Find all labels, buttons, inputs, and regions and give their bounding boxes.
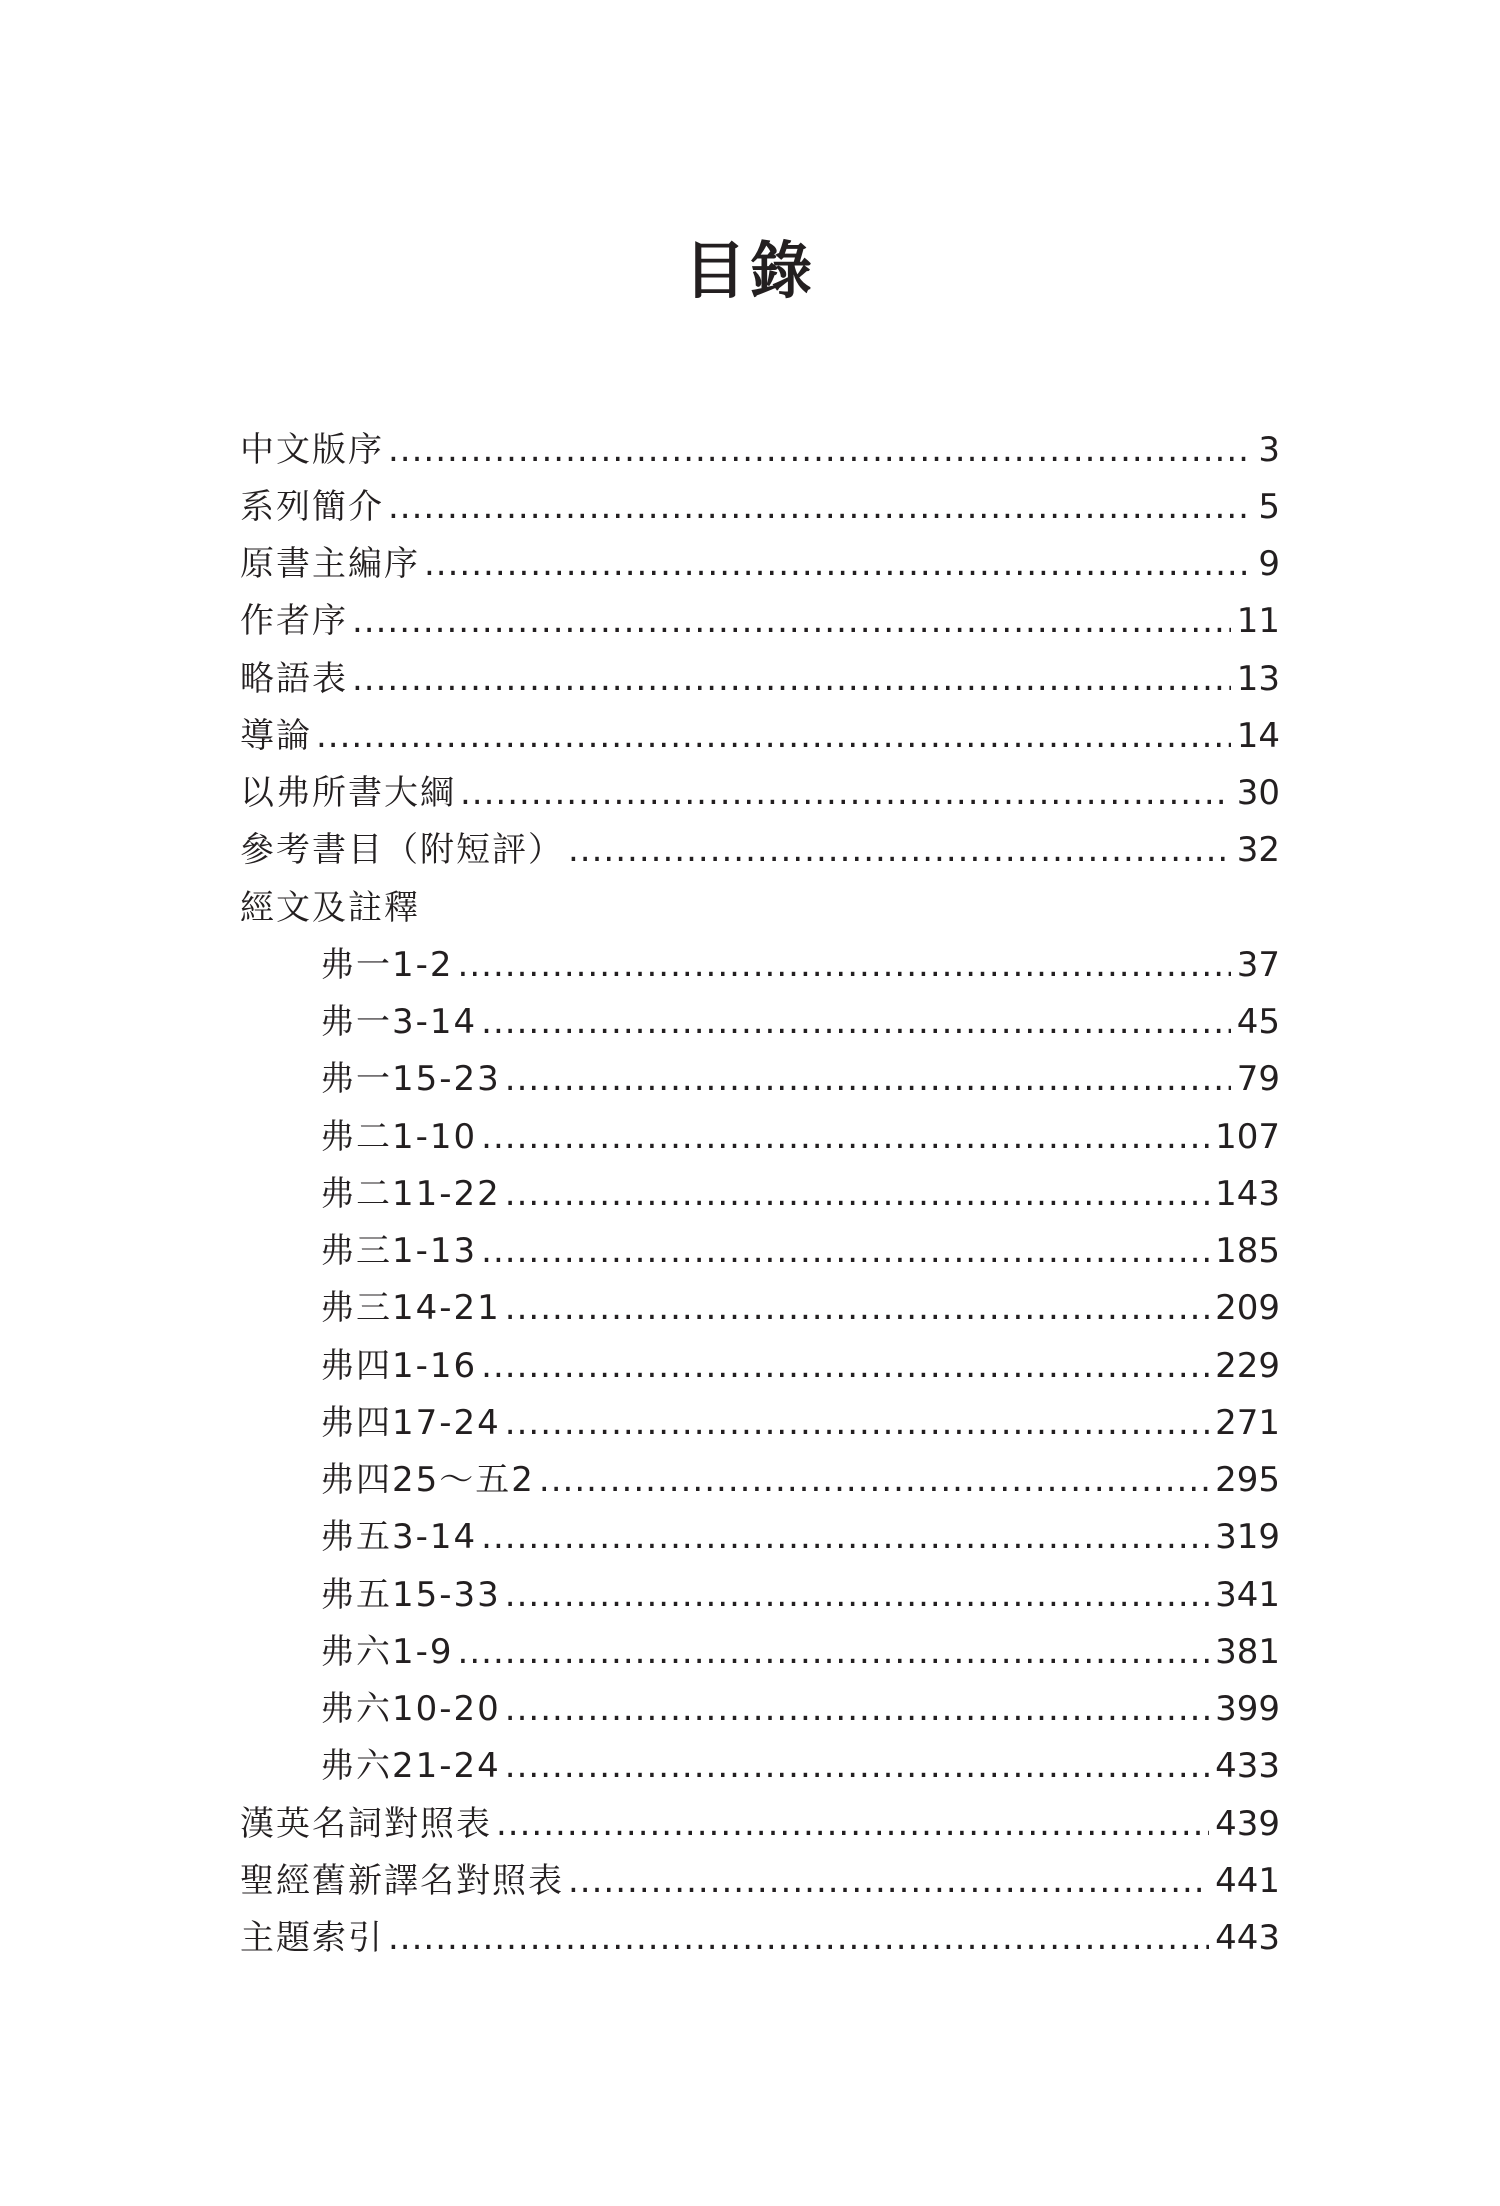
toc-page-number: 209 bbox=[1215, 1288, 1280, 1329]
toc-page-number: 79 bbox=[1236, 1059, 1280, 1100]
toc-subentry bbox=[320, 1280, 1280, 1337]
dot-leader bbox=[481, 1005, 1231, 1039]
toc-entry-label: 弗二1-10 bbox=[320, 1116, 478, 1157]
toc-entry-label: 弗三1-13 bbox=[320, 1231, 478, 1271]
toc-entry-label: 弗一3-14 bbox=[320, 1002, 478, 1042]
toc-page-number: 319 bbox=[1215, 1517, 1280, 1558]
dot-leader bbox=[481, 1120, 1209, 1154]
toc-entry-label: 弗六10-20 bbox=[320, 1689, 501, 1729]
dot-leader bbox=[505, 1062, 1231, 1096]
toc-page-number: 271 bbox=[1215, 1402, 1280, 1443]
toc-entry-label: 略語表 bbox=[240, 658, 348, 699]
toc-entry bbox=[240, 593, 1280, 650]
toc-page-number: 14 bbox=[1236, 715, 1280, 756]
toc-entry-label: 弗五15-33 bbox=[320, 1574, 501, 1615]
toc-entry bbox=[240, 536, 1280, 593]
toc-entry-label: 弗六1-9 bbox=[320, 1631, 454, 1672]
toc-entry-label: 主題索引 bbox=[240, 1918, 384, 1958]
toc-subentry bbox=[320, 1566, 1280, 1623]
toc-page-number: 30 bbox=[1236, 773, 1280, 813]
dot-leader bbox=[505, 1692, 1209, 1726]
toc-entry bbox=[240, 707, 1280, 764]
toc-entry bbox=[240, 1795, 1280, 1852]
toc-page-number: 443 bbox=[1215, 1918, 1280, 1958]
toc-page-number: 381 bbox=[1215, 1631, 1280, 1672]
toc-entry-label: 弗六21-24 bbox=[320, 1746, 501, 1787]
toc-page-number: 229 bbox=[1215, 1345, 1280, 1386]
toc-entry-label: 弗一1-2 bbox=[320, 944, 454, 985]
toc-entry bbox=[240, 650, 1280, 707]
toc-subentry bbox=[320, 1509, 1280, 1566]
toc-entry bbox=[240, 478, 1280, 535]
toc-entry-label: 聖經舊新譯名對照表 bbox=[240, 1860, 564, 1901]
toc-subentry bbox=[320, 1681, 1280, 1738]
dot-leader bbox=[388, 490, 1252, 524]
toc-page-number: 37 bbox=[1236, 944, 1280, 985]
dot-leader bbox=[481, 1520, 1209, 1554]
toc-entry-label: 作者序 bbox=[240, 601, 348, 642]
toc-page-number: 439 bbox=[1215, 1803, 1280, 1844]
dot-leader bbox=[460, 776, 1231, 810]
toc-entry-label: 原書主編序 bbox=[240, 544, 420, 584]
toc-entry-label: 弗三14-21 bbox=[320, 1288, 501, 1329]
dot-leader bbox=[316, 719, 1231, 753]
dot-leader bbox=[568, 1864, 1209, 1898]
toc-entry-label: 弗四17-24 bbox=[320, 1402, 501, 1443]
toc-entry-label: 經文及註釋 bbox=[240, 887, 420, 928]
toc-page-number: 185 bbox=[1215, 1231, 1280, 1271]
toc-page-number: 441 bbox=[1215, 1860, 1280, 1901]
toc-subentry bbox=[320, 1051, 1280, 1108]
toc-subentry bbox=[320, 1452, 1280, 1509]
toc-entry bbox=[240, 1910, 1280, 1967]
toc-page-number: 9 bbox=[1258, 544, 1280, 584]
toc-page-number: 11 bbox=[1236, 601, 1280, 642]
toc-entry-label: 導論 bbox=[240, 715, 312, 756]
toc-entry-label: 弗四25～五2 bbox=[320, 1460, 535, 1500]
toc-entry bbox=[240, 879, 1280, 936]
toc-subentry bbox=[320, 1738, 1280, 1795]
toc-entry bbox=[240, 822, 1280, 879]
dot-leader bbox=[496, 1807, 1209, 1841]
dot-leader bbox=[568, 833, 1231, 867]
toc-page-number: 295 bbox=[1215, 1460, 1280, 1500]
toc-entry-label: 中文版序 bbox=[240, 429, 384, 470]
toc-subentry bbox=[320, 1165, 1280, 1222]
toc-page-number: 341 bbox=[1215, 1574, 1280, 1615]
dot-leader bbox=[481, 1349, 1209, 1383]
toc-subentry bbox=[320, 1394, 1280, 1451]
dot-leader bbox=[458, 1635, 1210, 1669]
dot-leader bbox=[388, 433, 1252, 467]
dot-leader bbox=[388, 1921, 1209, 1955]
toc-page-number: 143 bbox=[1215, 1173, 1280, 1214]
dot-leader bbox=[424, 547, 1252, 581]
toc-subentry bbox=[320, 1223, 1280, 1280]
toc-page-number: 32 bbox=[1236, 830, 1280, 871]
toc-entry-label: 系列簡介 bbox=[240, 486, 384, 527]
toc-entry-label: 參考書目（附短評） bbox=[240, 830, 564, 871]
toc-entry bbox=[240, 421, 1280, 478]
toc-entry-label: 漢英名詞對照表 bbox=[240, 1803, 492, 1844]
toc-page-number: 13 bbox=[1236, 658, 1280, 699]
toc-entry bbox=[240, 765, 1280, 822]
dot-leader bbox=[352, 604, 1231, 638]
toc-subentry bbox=[320, 1337, 1280, 1394]
dot-leader bbox=[539, 1463, 1209, 1497]
toc-page-number: 3 bbox=[1258, 429, 1280, 470]
toc-page-number: 5 bbox=[1258, 486, 1280, 527]
toc-page-number: 45 bbox=[1236, 1002, 1280, 1042]
toc-entry-label: 弗一15-23 bbox=[320, 1059, 501, 1100]
dot-leader bbox=[505, 1177, 1209, 1211]
toc-entry-label: 以弗所書大綱 bbox=[240, 773, 456, 813]
toc-subentry bbox=[320, 994, 1280, 1051]
dot-leader bbox=[458, 948, 1231, 982]
toc-subentry bbox=[320, 1108, 1280, 1165]
toc-subentry bbox=[320, 1623, 1280, 1680]
toc-page-number: 399 bbox=[1215, 1689, 1280, 1729]
dot-leader bbox=[505, 1749, 1209, 1783]
toc-entry-label: 弗二11-22 bbox=[320, 1173, 501, 1214]
dot-leader bbox=[505, 1406, 1209, 1440]
dot-leader bbox=[505, 1291, 1209, 1325]
toc-page-number: 107 bbox=[1215, 1116, 1280, 1157]
page-title: 目錄 bbox=[683, 234, 816, 307]
toc-subentry bbox=[320, 936, 1280, 993]
toc-entry-label: 弗四1-16 bbox=[320, 1345, 478, 1386]
dot-leader bbox=[481, 1234, 1209, 1268]
dot-leader bbox=[352, 662, 1231, 696]
dot-leader bbox=[505, 1578, 1209, 1612]
toc-page-number: 433 bbox=[1215, 1746, 1280, 1787]
toc-entry-label: 弗五3-14 bbox=[320, 1517, 478, 1558]
toc-entry bbox=[240, 1852, 1280, 1909]
